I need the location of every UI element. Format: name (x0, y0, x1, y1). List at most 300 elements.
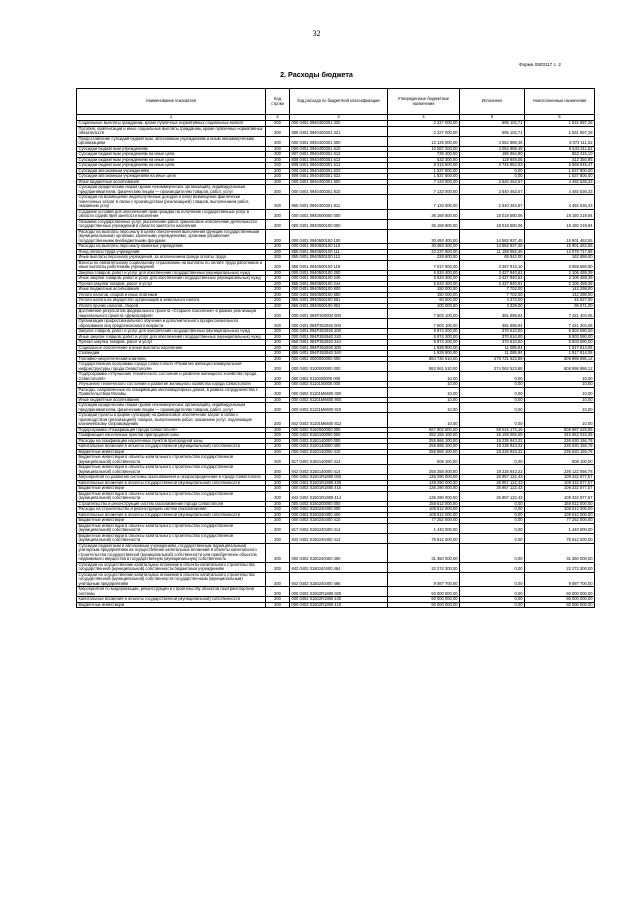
row-approved: 50 000 000,00 (388, 597, 460, 603)
row-budget-code: 000 0402 01502R1880 400 (290, 597, 388, 603)
expenses-table (76, 88, 595, 608)
row-name: Расходы на строительство и реконструкцию систем газоснабжения (77, 507, 266, 513)
row-name: Уплата налогов, сборов и иных платежей (77, 292, 266, 298)
row-unexecuted: 162 658,00 (525, 255, 595, 261)
row-budget-code: 855 0401 0940500100 111 (290, 249, 388, 255)
row-executed: 0,00 (460, 587, 525, 597)
table-row (77, 444, 595, 450)
table-row (77, 587, 595, 597)
row-budget-code: 000 0402 01101M6600 000 (290, 387, 388, 397)
row-unexecuted: 18 150 219,94 (525, 209, 595, 219)
table-row (77, 572, 595, 587)
row-budget-code: 842 0402 0150240400 464 (290, 562, 388, 572)
row-line-code: 200 (266, 303, 290, 309)
row-unexecuted: 1 531 897,29 (525, 121, 595, 127)
table-row (77, 136, 595, 146)
row-line-code: 200 (266, 444, 290, 450)
row-name: Бюджетные инвестиции (77, 486, 266, 492)
table-row (77, 533, 595, 543)
table-row (77, 260, 595, 270)
row-budget-code: 817 0402 0150140000 414 (290, 455, 388, 465)
header-number: 3 (290, 115, 388, 121)
row-executed: 0,00 (460, 387, 525, 397)
row-unexecuted: 7 421 404,06 (525, 309, 595, 319)
row-executed: 19 235 943,22 (460, 444, 525, 450)
row-unexecuted: 8 072 111,52 (525, 136, 595, 146)
row-approved: 136 290 000,00 (388, 480, 460, 486)
row-executed: 0,00 (460, 382, 525, 388)
header-row (77, 89, 595, 115)
row-approved: 7 017 600,00 (388, 260, 460, 270)
row-name: Мероприятия по модернизации, реконструкции и строительству объектов газотранспортной системы (77, 587, 266, 597)
table-row (77, 345, 595, 351)
row-approved: 77 252 000,00 (388, 518, 460, 524)
row-line-code: 200 (266, 244, 290, 250)
row-unexecuted: 508 100,00 (525, 455, 595, 465)
row-budget-code: 000 0401 094P352940 200 (290, 329, 388, 335)
row-approved: 532 300,00 (388, 157, 460, 163)
row-budget-code: 000 0402 01501R1880 400 (290, 480, 388, 486)
row-executed: 185 984,90 (460, 152, 525, 158)
row-unexecuted: 109 332 877,57 (525, 480, 595, 486)
row-budget-code: 000 0401 0940500000 000 (290, 209, 388, 219)
row-name: Стипендии (77, 351, 266, 357)
row-line-code: 200 (266, 387, 290, 397)
row-budget-code: 842 0402 01101M6600 812 (290, 413, 388, 428)
row-budget-code: 809 0401 0940400301 612 (290, 163, 388, 169)
table-row (77, 229, 595, 244)
row-executed: 18 018 580,06 (460, 219, 525, 229)
row-budget-code: 000 0401 0940500100 200 (290, 270, 388, 276)
header-number: 2 (266, 115, 290, 121)
form-code: Форма 0503117 с. 2 (519, 62, 561, 67)
row-unexecuted: 1 917 814,06 (525, 345, 595, 351)
table-row (77, 562, 595, 572)
row-line-code: 200 (266, 562, 290, 572)
row-line-code: 200 (266, 523, 290, 533)
row-approved: 36 168 800,00 (388, 209, 460, 219)
row-approved: 136 290 000,00 (388, 486, 460, 492)
row-executed: 14 582 937,45 (460, 229, 525, 244)
row-executed: 0,00 (460, 501, 525, 507)
row-approved: 5 874 200,00 (388, 334, 460, 340)
row-approved: 255 866 100,00 (388, 449, 460, 455)
row-executed: 4 052 888,48 (460, 146, 525, 152)
row-line-code: 200 (266, 219, 290, 229)
row-approved: 7 133 000,00 (388, 179, 460, 185)
row-unexecuted: 10,00 (525, 397, 595, 403)
row-approved: 31 360 000,00 (388, 543, 460, 562)
row-approved: 228 600,00 (388, 255, 460, 261)
row-executed: 19 235 943,22 (460, 449, 525, 455)
row-executed: 695 102,71 (460, 121, 525, 127)
row-name: Расходы на выплаты персоналу в целях обеспечения выполнения функций государственными (муниципальными) органами, казенными учреждениями, органами управления государственными внебюджетными фондами (77, 229, 266, 244)
row-name: Субсидии автономным учреждениям на иные цели (77, 174, 266, 180)
row-line-code: 200 (266, 572, 290, 587)
row-executed: 0,00 (460, 372, 525, 382)
row-line-code: 200 (266, 121, 290, 127)
row-budget-code: 000 0402 0150000000 000 (290, 427, 388, 433)
row-budget-code: 855 0401 0940500100 852 (290, 303, 388, 309)
row-executed: 4 052 888,48 (460, 136, 525, 146)
row-approved: 136 290 000,00 (388, 475, 460, 481)
row-approved: 50 000 000,00 (388, 587, 460, 597)
row-unexecuted: 1 917 814,06 (525, 351, 595, 357)
row-name: Субсидии бюджетным учреждениям на иные цели (77, 152, 266, 158)
row-unexecuted: 96 671,00 (525, 303, 595, 309)
row-executed: 3 427 940,61 (460, 281, 525, 287)
row-budget-code: 855 0401 094P352940 340 (290, 351, 388, 357)
row-line-code: 200 (266, 168, 290, 174)
row-executed: 0,00 (460, 562, 525, 572)
row-approved: 75 812 000,00 (388, 533, 460, 543)
row-approved: 136 290 000,00 (388, 491, 460, 501)
row-name: Расходы, направленные на газификацию многоквартирных домов, в рамках сотрудничества с Правительством Москвы (77, 387, 266, 397)
row-unexecuted: 10,00 (525, 387, 595, 397)
row-line-code: 200 (266, 533, 290, 543)
row-executed: 3 427 940,61 (460, 270, 525, 276)
row-executed: 119 949,05 (460, 157, 525, 163)
row-budget-code: 000 0401 0940500100 850 (290, 292, 388, 298)
row-name: Субсидии бюджетным и автономным учреждениям, государственным (муниципальным) унитарным предприятиям на осуществление капитальных вложений в объекты капитального строительства государственной (муниципальной) собственности или приобретение объектов недвижимого имущества в государственную (муниципальную) собственность (77, 543, 266, 562)
table-row (77, 319, 595, 329)
row-executed: 370 610,00 (460, 329, 525, 335)
table-row (77, 219, 595, 229)
table-row (77, 195, 595, 210)
row-executed: 18 018 580,06 (460, 209, 525, 219)
row-unexecuted: 2 106 459,39 (525, 270, 595, 276)
table-row (77, 602, 595, 608)
row-line-code: 200 (266, 491, 290, 501)
row-name: Закупка товаров, работ и услуг для обеспечения государственных (муниципальных) нужд (77, 270, 266, 276)
row-line-code: 200 (266, 382, 290, 388)
row-executed: 0,00 (460, 543, 525, 562)
row-executed: 3 427 940,61 (460, 276, 525, 282)
row-unexecuted: 4 492 536,33 (525, 185, 595, 195)
row-line-code: 200 (266, 249, 290, 255)
row-unexecuted: 2 106 459,39 (525, 276, 595, 282)
row-name: Иные закупки товаров, работ и услуг для обеспечения государственных (муниципальных) нужд (77, 276, 266, 282)
row-budget-code: 817 0402 0150240400 414 (290, 523, 388, 533)
row-budget-code: 855 0401 0940500100 119 (290, 260, 388, 270)
row-budget-code: 000 0402 0150240400 410 (290, 518, 388, 524)
row-budget-code: 000 0401 094P352940 240 (290, 334, 388, 340)
row-approved: 9 087 700,00 (388, 572, 460, 587)
row-budget-code: 000 0402 01501R1880 000 (290, 475, 388, 481)
row-approved: 5 874 200,00 (388, 329, 460, 335)
row-line-code: 200 (266, 281, 290, 287)
row-budget-code: 000 0401 0940500100 800 (290, 287, 388, 293)
row-budget-code: 000 0402 0000000000 000 (290, 356, 388, 362)
table-row (77, 427, 595, 433)
row-name: Уплата налога на имущество организаций и земельного налога (77, 298, 266, 304)
row-unexecuted: 75 812 000,00 (525, 533, 595, 543)
row-budget-code: 000 0402 0150240400 460 (290, 543, 388, 562)
row-name: Мероприятия по развитию системы газоснабжения и газораспределения в городе Севастополе (77, 475, 266, 481)
row-executed: 26 957 122,43 (460, 480, 525, 486)
row-name: Субсидии бюджетным учреждениям на иные цели (77, 157, 266, 163)
row-unexecuted: 9 087 700,00 (525, 572, 595, 587)
row-approved: 50 000 000,00 (388, 602, 460, 608)
row-approved: 255 866 100,00 (388, 438, 460, 444)
row-approved: 10,00 (388, 382, 460, 388)
table-row (77, 298, 595, 304)
row-executed: 0,00 (460, 523, 525, 533)
row-executed: 2 640 463,67 (460, 195, 525, 210)
row-line-code: 200 (266, 449, 290, 455)
row-executed: 0,00 (460, 602, 525, 608)
row-executed: 0,00 (460, 597, 525, 603)
row-approved: 5 534 400,00 (388, 276, 460, 282)
row-line-code: 200 (266, 270, 290, 276)
row-line-code: 200 (266, 319, 290, 329)
row-unexecuted: 15 901 462,55 (525, 229, 595, 244)
table-row (77, 543, 595, 562)
row-approved: 10,00 (388, 413, 460, 428)
row-unexecuted: 108 612 000,00 (525, 507, 595, 513)
row-unexecuted: 31 360 000,00 (525, 543, 595, 562)
row-name: Достижение результатов федерального проекта «Старшее поколение» в рамках реализации национального проекта «Демография» (77, 309, 266, 319)
row-name: Топливно-энергетический комплекс (77, 356, 266, 362)
row-name: Организация профессионального обучения и дополнительного профессионального образования лиц предпенсионного возраста (77, 319, 266, 329)
row-unexecuted: 10,00 (525, 382, 595, 388)
row-name: Субсидии бюджетным учреждениям (77, 146, 266, 152)
row-approved: 739 400,00 (388, 152, 460, 158)
row-name: Расходы на выплаты персоналу казенных учреждений (77, 244, 266, 250)
row-budget-code: 842 0402 0150140000 414 (290, 465, 388, 475)
row-name: Улучшение технического состояния и развитие жилищного хозяйства города Севастополя (77, 382, 266, 388)
row-budget-code: 000 0401 094P300000 000 (290, 309, 388, 319)
table-row (77, 244, 595, 250)
row-name: Государственная программа города Севастополя «Развитие жилищно-коммунальной инфраструктуры города Севастополя» (77, 362, 266, 372)
row-budget-code: 855 0401 094P352940 244 (290, 340, 388, 346)
row-unexecuted: 10,00 (525, 372, 595, 382)
row-name: Иные бюджетные ассигнования (77, 397, 266, 403)
row-name: Бюджетные инвестиции (77, 518, 266, 524)
row-budget-code: 855 0401 0940500100 244 (290, 281, 388, 287)
row-line-code: 200 (266, 507, 290, 513)
row-name: Газификация населенных пунктов пригородной зоны (77, 433, 266, 439)
row-approved: 255 866 100,00 (388, 444, 460, 450)
row-approved: 5 534 400,00 (388, 270, 460, 276)
row-unexecuted: 4 492 536,33 (525, 195, 595, 210)
row-approved: 30 484 400,00 (388, 229, 460, 244)
row-executed: 381 695,94 (460, 319, 525, 329)
row-budget-code: 000 0402 0100000000 000 (290, 362, 388, 372)
row-unexecuted: 18 150 219,94 (525, 219, 595, 229)
row-name: Капитальные вложения в объекты государственной (муниципальной) собственности (77, 480, 266, 486)
row-line-code: 200 (266, 185, 290, 195)
row-line-code: 200 (266, 157, 290, 163)
table-row (77, 491, 595, 501)
table-row (77, 480, 595, 486)
row-unexecuted: 3 659 686,90 (525, 260, 595, 270)
row-approved: 158 612 000,00 (388, 501, 460, 507)
table-row (77, 501, 595, 507)
row-approved: 12 125 000,00 (388, 136, 460, 146)
table-row (77, 433, 595, 439)
row-line-code: 200 (266, 438, 290, 444)
table-row (77, 292, 595, 298)
row-line-code: 200 (266, 340, 290, 346)
row-executed: 26 957 122,43 (460, 475, 525, 481)
row-line-code: 200 (266, 602, 290, 608)
row-approved: 884 730 610,00 (388, 356, 460, 362)
row-name: Иные бюджетные ассигнования (77, 179, 266, 185)
row-unexecuted: 412 350,95 (525, 157, 595, 163)
row-approved: 10 587 200,00 (388, 146, 460, 152)
row-unexecuted: 236 630 156,78 (525, 438, 595, 444)
row-line-code: 200 (266, 309, 290, 319)
row-executed: 19 235 943,22 (460, 465, 525, 475)
row-line-code: 200 (266, 287, 290, 293)
row-approved: 108 612 000,00 (388, 512, 460, 518)
row-unexecuted: 236 122 056,78 (525, 465, 595, 475)
row-approved: 10,00 (388, 397, 460, 403)
row-unexecuted: 109 332 877,57 (525, 491, 595, 501)
table-row (77, 597, 595, 603)
row-budget-code: 000 0401 0940400301 800 (290, 179, 388, 185)
row-approved: 1 537 800,00 (388, 174, 460, 180)
table-body (77, 121, 595, 608)
row-approved: 30 484 400,00 (388, 244, 460, 250)
table-row (77, 329, 595, 335)
table-row (77, 438, 595, 444)
row-line-code: 200 (266, 465, 290, 475)
row-line-code: 200 (266, 427, 290, 433)
row-line-code: 200 (266, 587, 290, 597)
header-name: Наименование показателя (77, 89, 266, 115)
row-line-code: 200 (266, 298, 290, 304)
row-approved: 7 803 100,00 (388, 319, 460, 329)
row-approved: 5 534 400,00 (388, 281, 460, 287)
row-approved: 10,00 (388, 387, 460, 397)
row-executed: 370 610,00 (460, 340, 525, 346)
table-row (77, 163, 595, 169)
row-unexecuted: 142 298,00 (525, 287, 595, 293)
table-row (77, 157, 595, 163)
table-row (77, 413, 595, 428)
row-name: Предоставление субсидий бюджетным, автономным учреждениям и иным некоммерческим организациям (77, 136, 266, 146)
row-name: Бюджетные инвестиции в объекты капитального строительства государственной (муниципальной) собственности (77, 533, 266, 543)
row-approved: 7 133 000,00 (388, 185, 460, 195)
row-name: Пособия, компенсации и иные социальные выплаты гражданам, кроме публичных нормативных обязательств (77, 126, 266, 136)
row-approved: 508 100,00 (388, 455, 460, 465)
row-line-code: 200 (266, 179, 290, 185)
row-executed: 26 957 122,43 (460, 491, 525, 501)
row-line-code: 200 (266, 512, 290, 518)
row-budget-code: 000 0401 0940400301 620 (290, 168, 388, 174)
row-unexecuted: 5 503 590,00 (525, 334, 595, 340)
row-name: Субсидии на осуществление капитальных вложений в объекты капитального строительства государственной (муниципальной) собственности государственным (муниципальным) унитарным предприятиям (77, 572, 266, 587)
row-executed: 0,00 (460, 397, 525, 403)
row-unexecuted: 1 537 800,00 (525, 174, 595, 180)
row-unexecuted: 50 000 000,00 (525, 602, 595, 608)
row-line-code: 200 (266, 543, 290, 562)
row-executed: 0,00 (460, 572, 525, 587)
row-unexecuted: 10,00 (525, 413, 595, 428)
row-approved: 392 156 100,00 (388, 433, 460, 439)
row-unexecuted: 5 568 545,47 (525, 163, 595, 169)
row-name: Создание условий для обеспечения прав граждан на получение государственных услуг в области содействия занятости населения (77, 209, 266, 219)
row-executed: 0,00 (460, 518, 525, 524)
row-unexecuted: 12 078 717,65 (525, 249, 595, 255)
table-row (77, 185, 595, 195)
row-unexecuted: 5 503 590,00 (525, 329, 595, 335)
header-executed: Исполнено (460, 89, 525, 115)
row-line-code: 200 (266, 351, 290, 357)
row-approved: 9 315 500,00 (388, 163, 460, 169)
row-line-code: 200 (266, 126, 290, 136)
section-title: 2. Расходы бюджета (280, 70, 353, 79)
row-name: Субсидии бюджетным учреждениям на иные цели (77, 163, 266, 169)
row-line-code: 200 (266, 229, 290, 244)
row-unexecuted: 45 627,00 (525, 298, 595, 304)
header-number: 6 (525, 115, 595, 121)
table-row (77, 121, 595, 127)
row-line-code: 200 (266, 329, 290, 335)
row-executed: 0,00 (460, 403, 525, 413)
row-budget-code: 000 0402 0150200000 000 (290, 501, 388, 507)
row-executed: 14 582 937,45 (460, 244, 525, 250)
row-executed: 275 731 623,88 (460, 356, 525, 362)
row-budget-code: 808 0401 0940400301 622 (290, 174, 388, 180)
table-row (77, 126, 595, 136)
table-row (77, 309, 595, 319)
row-approved: 2 227 000,00 (388, 121, 460, 127)
row-approved: 150 000,00 (388, 292, 460, 298)
row-budget-code: 855 0401 0940500100 851 (290, 298, 388, 304)
row-approved: 100 000,00 (388, 303, 460, 309)
row-unexecuted: 4 492 536,33 (525, 179, 595, 185)
table-row (77, 507, 595, 513)
row-budget-code: 000 0401 0940400301 320 (290, 121, 388, 127)
table-row (77, 276, 595, 282)
table-row (77, 465, 595, 475)
row-unexecuted: 77 252 000,00 (525, 518, 595, 524)
row-line-code: 200 (266, 501, 290, 507)
row-unexecuted: 50 000 000,00 (525, 587, 595, 597)
row-name: Субсидии юридическим лицам (кроме некоммерческих организаций), индивидуальным предпринимателям, физическим лицам — производителям товаров, работ, услуг (77, 185, 266, 195)
row-name: Прочая закупка товаров, работ и услуг (77, 281, 266, 287)
row-executed: 0,00 (460, 455, 525, 465)
row-unexecuted: 109 332 877,57 (525, 486, 595, 492)
row-approved: 50 000,00 (388, 298, 460, 304)
row-executed: 11 085,94 (460, 351, 525, 357)
row-name: Взносы по обязательному социальному страхованию на выплаты по оплате труда работников и иные выплаты работникам учреждений (77, 260, 266, 270)
table-row (77, 362, 595, 372)
row-line-code: 200 (266, 146, 290, 152)
row-unexecuted: 509 887 425,85 (525, 427, 595, 433)
row-unexecuted: 108 612 000,00 (525, 512, 595, 518)
row-budget-code: 000 0401 0940400301 600 (290, 136, 388, 146)
row-line-code: 200 (266, 486, 290, 492)
row-line-code: 200 (266, 403, 290, 413)
row-budget-code: 000 0402 01501R1880 410 (290, 486, 388, 492)
row-budget-code: 000 0401 0940500100 110 (290, 244, 388, 250)
row-budget-code: 000 0402 01101M6600 800 (290, 397, 388, 403)
row-executed: 0,00 (460, 533, 525, 543)
row-name: Иные закупки товаров, работ и услуг для обеспечения государственных (муниципальных) нужд (77, 334, 266, 340)
row-line-code: 200 (266, 334, 290, 340)
row-approved: 36 168 800,00 (388, 219, 460, 229)
row-approved: 1 537 800,00 (388, 168, 460, 174)
row-budget-code: 000 0402 0110000000 000 (290, 372, 388, 382)
row-executed: 11 085,94 (460, 345, 525, 351)
row-name: Строительство и реконструкция систем газоснабжения города Севастополя (77, 501, 266, 507)
row-budget-code: 000 0401 094P352940 000 (290, 319, 388, 329)
row-budget-code: 000 0401 0940500100 100 (290, 229, 388, 244)
